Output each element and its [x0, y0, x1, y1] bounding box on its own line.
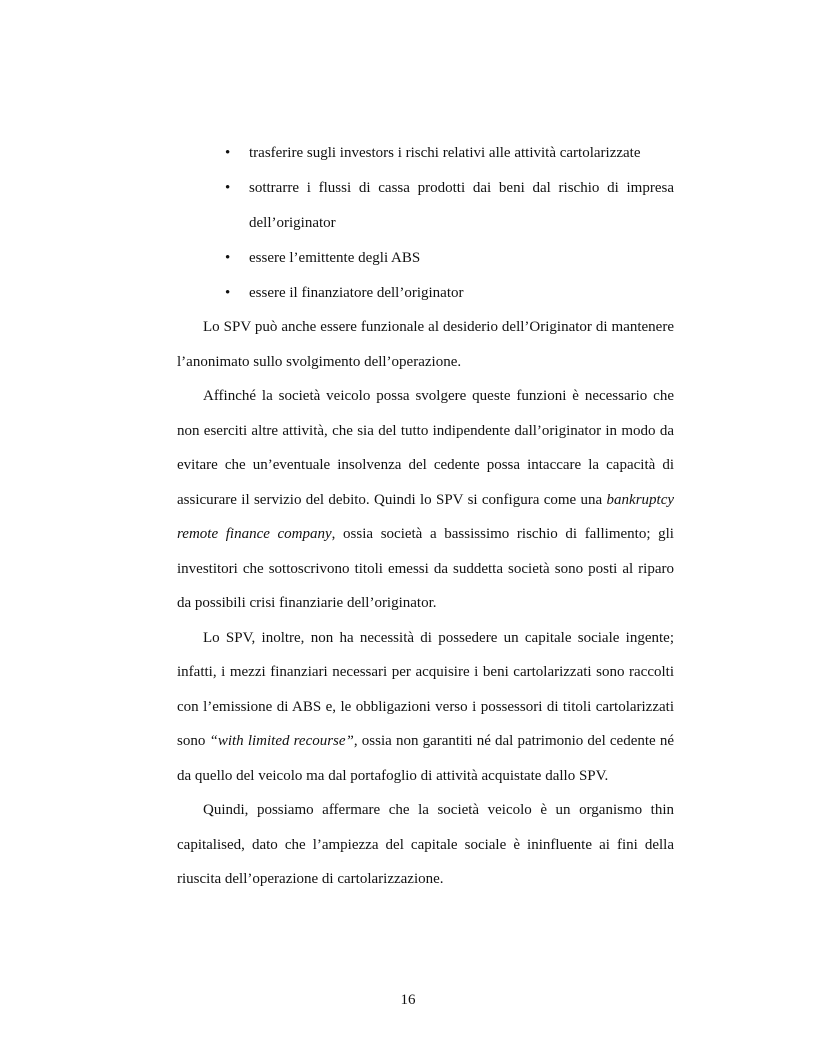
- paragraph-line: [177, 724, 674, 759]
- paragraph-line: Lo SPV può anche essere funzionale al desiderio dell’Originator di mantenere: [203, 319, 674, 335]
- italic-term: remote finance company: [177, 526, 332, 542]
- paragraph-line: evitare che un’eventuale insolvenza del cedente possa intaccare la capacità di: [177, 457, 674, 473]
- paragraph-line: capitalised, dato che l’ampiezza del capitale sociale è ininfluente ai fini della: [177, 836, 674, 853]
- bullet-text: essere l’emittente degli ABS: [249, 250, 421, 266]
- paragraph-line: [177, 483, 674, 518]
- paragraph-line: con l’emissione di ABS e, le obbligazioni verso i possessori di titoli cartolarizzati: [177, 698, 674, 715]
- paragraph-line: da quello del veicolo ma dal portafoglio di attività acquistate dallo SPV.: [177, 767, 609, 784]
- paragraph-line: Affinché la società veicolo possa svolgere queste funzioni è necessario che: [203, 388, 674, 404]
- bullet-icon: •: [225, 145, 231, 161]
- paragraph: [177, 310, 674, 379]
- bullet-icon: •: [225, 285, 231, 301]
- page-number: 16: [400, 992, 416, 1008]
- paragraph: [177, 621, 674, 794]
- bullet-list: [0, 136, 816, 311]
- text-run: assicurare il servizio del debito. Quindi lo SPV si configura come una: [177, 491, 603, 508]
- paragraph-line: Quindi, possiamo affermare che la società veicolo è un organismo thin: [203, 802, 674, 818]
- bullet-text: essere il finanziatore dell’originator: [249, 285, 464, 301]
- body-text: [177, 310, 674, 897]
- text-run: , ossia non garantiti né dal patrimonio del cedente né: [353, 733, 675, 749]
- paragraph: [177, 793, 674, 897]
- paragraph-line: [177, 517, 674, 552]
- paragraph-line: da possibili crisi finanziarie dell’originator.: [177, 595, 437, 611]
- bullet-icon: •: [225, 250, 231, 266]
- paragraph-line: infatti, i mezzi finanziari necessari per acquisire i beni cartolarizzati sono raccolti: [177, 664, 674, 680]
- text-run: sono: [177, 733, 206, 749]
- italic-term: “with limited recourse”: [209, 733, 354, 749]
- bullet-text: trasferire sugli investors i rischi relativi alle attività cartolarizzate: [249, 145, 641, 161]
- paragraph-line: non eserciti altre attività, che sia del tutto indipendente dall’originator in modo da: [177, 422, 674, 439]
- paragraph-line: Lo SPV, inoltre, non ha necessità di possedere un capitale sociale ingente;: [203, 629, 674, 646]
- bullet-item: [225, 171, 674, 241]
- italic-term: bankruptcy: [606, 491, 675, 508]
- text-run: , ossia società a bassissimo rischio di fallimento; gli: [331, 526, 674, 542]
- paragraph-line: riuscita dell’operazione di cartolarizzazione.: [177, 871, 444, 887]
- bullet-item: [225, 136, 674, 171]
- bullet-icon: •: [225, 180, 231, 196]
- paragraph: [177, 379, 674, 621]
- bullet-item: [225, 276, 674, 311]
- paragraph-line: l’anonimato sullo svolgimento dell’operazione.: [177, 353, 462, 370]
- bullet-text: sottrarre i flussi di cassa prodotti dai beni dal rischio di impresa dell’originator: [249, 180, 674, 231]
- bullet-item: [225, 241, 674, 276]
- paragraph-line: investitori che sottoscrivono titoli emessi da suddetta società sono posti al riparo: [177, 560, 674, 577]
